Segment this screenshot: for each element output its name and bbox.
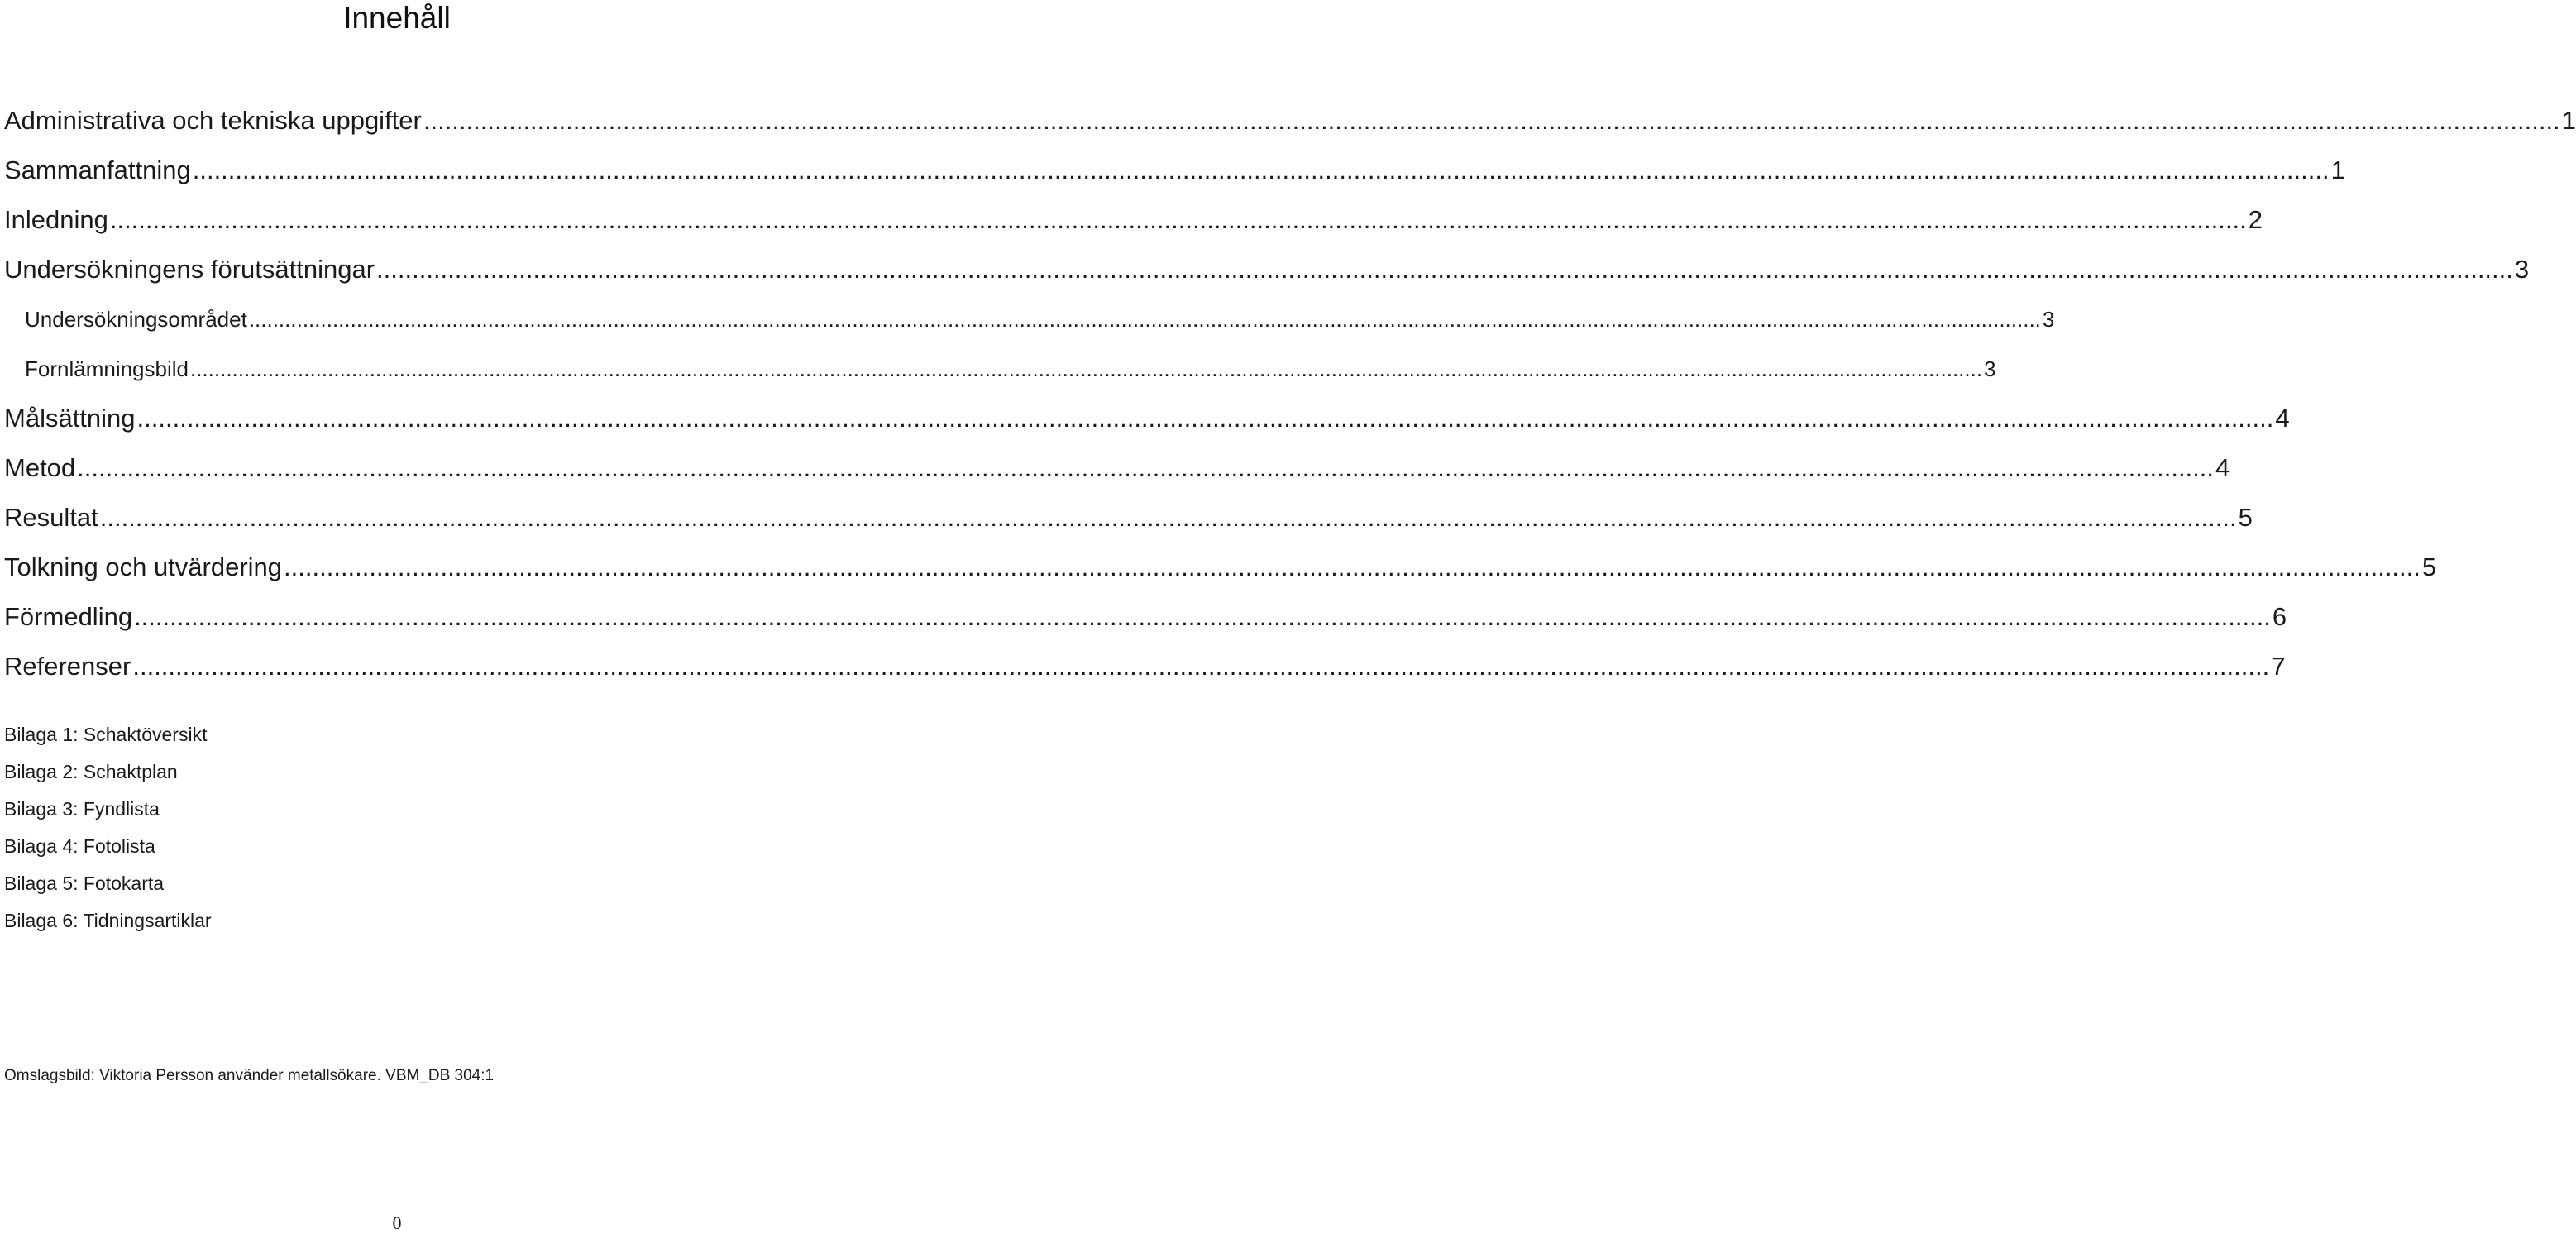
toc-entry[interactable]: [4, 648, 2286, 698]
toc-leader-dots: ............................................................................................................................................................................................................................................................................................................: [77, 453, 2215, 482]
toc-leader-dots: ............................................................................................................................................................................................................................................................................................................: [423, 106, 2560, 135]
toc-leader-dots: ............................................................................................................................................................................................................................................................................................................: [192, 155, 2330, 184]
toc-entry-page: 1: [2330, 155, 2345, 184]
toc-entry[interactable]: [4, 450, 2230, 500]
toc-entry-page: 4: [2215, 453, 2230, 482]
appendix-item: Bilaga 2: Schaktplan: [4, 761, 178, 782]
toc-entry[interactable]: [4, 202, 2263, 251]
toc-entry[interactable]: [4, 599, 2287, 648]
toc-leader-dots: ............................................................................................................................................................................................................................................................................................................: [109, 205, 2247, 234]
table-of-contents: [4, 103, 2576, 698]
toc-leader-dots: ............................................................................................................................................................................................................................................................................................................: [99, 503, 2237, 532]
toc-entry[interactable]: [4, 103, 2576, 152]
toc-entry-label: Fornlämningsbild: [25, 356, 189, 381]
toc-entry[interactable]: [4, 152, 2345, 202]
toc-entry[interactable]: [4, 500, 2253, 549]
toc-subentry[interactable]: [4, 351, 1996, 400]
page-title: Innehåll: [343, 1, 451, 35]
appendix-list: [4, 720, 212, 943]
toc-entry[interactable]: [4, 251, 2530, 301]
toc-entry-label: Referenser: [4, 652, 131, 681]
toc-entry-page: 6: [2272, 602, 2287, 631]
toc-entry-label: Målsättning: [4, 404, 136, 433]
toc-leader-dots: ............................................................................................................................................................................................................................................................................................................: [376, 255, 2513, 284]
toc-entry-page: 4: [2275, 404, 2290, 433]
toc-entry-label: Undersökningsområdet: [25, 307, 247, 332]
toc-entry-page: 2: [2248, 205, 2263, 234]
page-number: 0: [392, 1212, 402, 1233]
toc-entry-page: 5: [2238, 503, 2253, 532]
toc-entry-label: Sammanfattning: [4, 155, 191, 184]
toc-entry[interactable]: [4, 549, 2437, 599]
toc-entry-page: 3: [2514, 255, 2530, 284]
toc-entry-label: Förmedling: [4, 602, 133, 631]
toc-entry-label: Tolkning och utvärdering: [4, 552, 283, 581]
toc-entry-label: Undersökningens förutsättningar: [4, 255, 375, 284]
toc-leader-dots: ............................................................................................................................................................................................................................................................................................................: [132, 652, 2270, 681]
toc-leader-dots: ............................................................................................................................................................................................................................................................................................................: [248, 307, 2041, 332]
toc-entry-label: Metod: [4, 453, 76, 482]
toc-leader-dots: ............................................................................................................................................................................................................................................................................................................: [284, 552, 2421, 581]
toc-entry-page: 5: [2421, 552, 2437, 581]
cover-caption: Omslagsbild: Viktoria Persson använder metallsökare. VBM_DB 304:1: [4, 1067, 495, 1084]
toc-entry-label: Resultat: [4, 503, 98, 532]
toc-leader-dots: ............................................................................................................................................................................................................................................................................................................: [189, 356, 1983, 381]
toc-leader-dots: ............................................................................................................................................................................................................................................................................................................: [134, 602, 2271, 631]
appendix-item: Bilaga 3: Fyndlista: [4, 798, 160, 820]
appendix-item: Bilaga 1: Schaktöversikt: [4, 724, 208, 745]
toc-leader-dots: ............................................................................................................................................................................................................................................................................................................: [136, 404, 2274, 433]
toc-entry[interactable]: [4, 400, 2290, 450]
appendix-item: Bilaga 6: Tidningsartiklar: [4, 910, 212, 931]
toc-entry-label: Administrativa och tekniska uppgifter: [4, 106, 422, 135]
toc-entry-page: 1: [2561, 106, 2576, 135]
toc-subentry[interactable]: [4, 301, 2055, 351]
appendix-item: Bilaga 4: Fotolista: [4, 835, 155, 857]
toc-entry-page: 3: [2042, 307, 2055, 332]
appendix-item: Bilaga 5: Fotokarta: [4, 873, 165, 894]
toc-entry-label: Inledning: [4, 205, 108, 234]
toc-entry-page: 7: [2271, 652, 2286, 681]
toc-entry-page: 3: [1984, 356, 1996, 381]
